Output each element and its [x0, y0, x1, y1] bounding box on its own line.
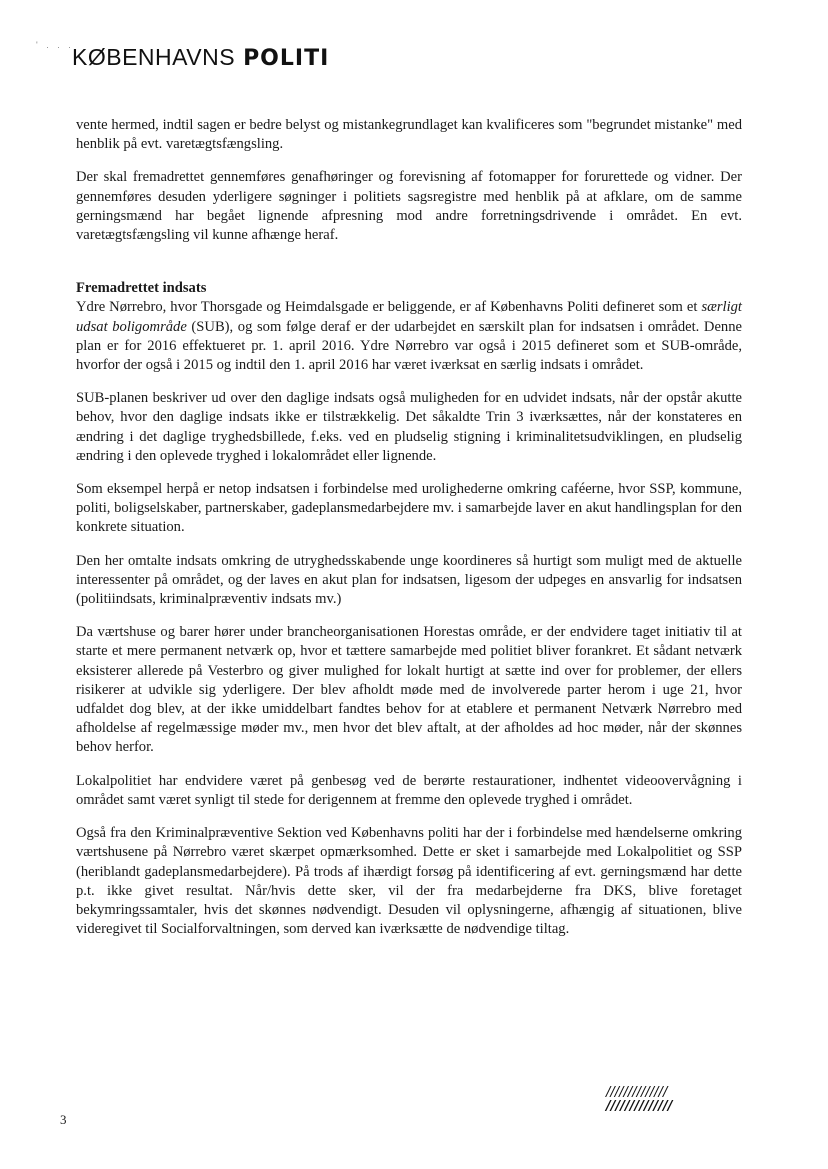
- corner-marks: ' . . .: [36, 40, 74, 50]
- paragraph-kriminalpraeventive: Også fra den Kriminalpræventive Sektion ved Københavns politi har der i forbindelse med hændelserne omkring værtshusene på Nørrebro været skærpet opmærksomhed. Dette er sket i samarbejde med Lokalpolitiet og SSP (heriblandt gadeplansmedarbejdere). På trods af ihærdigt forsøg på identificering af evt. gerningsmænd har dette p.t. ikke givet resultat. Når/hvis dette sker, vil der fra medarbejderne fra DKS, blive foretaget bekymringssamtaler, hvis det skønnes nødvendigt. Desuden vil oplysningerne, afhængig af situationen, blive videregivet til Socialforvaltningen, som derved kan iværksætte de nødvendige tiltag.: [76, 825, 742, 938]
- paragraph-vaertshuse: Da værtshuse og barer hører under brancheorganisationen Horestas område, er der endvidere taget initiativ til at starte et mere permanent netværk op, hvor et tættere samarbejde med politiet bliver forankret. Et sådant netværk eksisterer allerede på Vesterbro og giver mulighed for lokalt hurtigt at sætte ind over for problemer, der ellers risikerer at udvikle sig yderligere. Der blev afholdt møde med de involverede parter herom i uge 21, hvor udfaldet dog blev, at der ikke umiddelbart fandtes behov for at etablere et permanent Netværk Nørrebro med afholdelse af regelmæssige møder mv., men hvor det blev aftalt, at der afholdes ad hoc møder, når der skønnes behov herfor.: [76, 624, 742, 756]
- document-body: [76, 116, 742, 953]
- stamp-row-bold: //////////////: [606, 1099, 673, 1114]
- paragraph-sub-planen: SUB-planen beskriver ud over den daglige indsats også muligheden for en udvidet indsats, når der opstår akutte behov, hvor den daglige indsats ikke er tilstrækkelig. Det såkaldte Trin 3 iværksættes, når der konstateres en ændring i det daglige tryghedsbillede, f.eks. ved en pludselig stigning i kriminalitetsudviklingen, en pludselig ændring i den oplevede tryghed i lokalområdet eller lignende.: [76, 390, 742, 464]
- section-heading: Fremadrettet indsats: [76, 280, 207, 297]
- police-logo: [72, 44, 329, 71]
- paragraph-afhoringer: Der skal fremadrettet gennemføres genafhøringer og forevisning af fotomapper for forurettede og vidner. Der gennemføres desuden yderligere søgninger i politiets sagsregistre med henblik på at afklare, om de samme gerningsmænd har begået lignende afpresning mod andre forretningsdrivende i området. En evt. varetægtsfængsling vil kunne afhænge heraf.: [76, 169, 742, 244]
- text-segment: Ydre Nørrebro, hvor Thorsgade og Heimdalsgade er beliggende, er af Københavns Politi defineret som et: [76, 299, 702, 316]
- text-segment: (SUB), og som følge deraf er der udarbejdet en særskilt plan for indsatsen i området. Denne plan er for 2016 effektueret pr. 1. april 2016. Ydre Nørrebro var også i 2015 defineret som et SUB-område, hvorfor der også i 2015 og indtil den 1. april 2016 har været iværksat en særlig indsats i området.: [76, 318, 743, 374]
- italic-term: særligt udsat boligområde: [76, 299, 742, 335]
- page-number: 3: [60, 1112, 67, 1127]
- logo-text-politi: POLITI: [243, 46, 330, 71]
- paragraph-lokalpolitiet: Lokalpolitiet har endvidere været på genbesøg ved de berørte restaurationer, indhentet videoovervågning i området samt været synligt til stede for derigennem at fremme den oplevede tryghed i området.: [76, 772, 742, 808]
- stamp-row-light: //////////////: [606, 1085, 668, 1100]
- logo-text-kobenhavns: KØBENHAVNS: [72, 44, 236, 70]
- footer-stamp: [606, 1086, 744, 1114]
- paragraph-omtalte-indsats: Den her omtalte indsats omkring de utryghedsskabende unge koordineres så hurtigt som muligt med de aktuelle interessenter på området, og der laves en akut plan for indsatsen, ligesom der udpeges en ansvarlig for indsatsen (politiindsats, kriminalpræventiv indsats mv.): [76, 552, 742, 608]
- paragraph-continuation: vente hermed, indtil sagen er bedre belyst og mistankegrundlaget kan kvalificeres som "begrundet mistanke" med henblik på evt. varetægtsfængsling.: [76, 117, 742, 153]
- paragraph-eksempel: Som eksempel herpå er netop indsatsen i forbindelse med urolighederne omkring caféerne, hvor SSP, kommune, politi, boligselskaber, partnerskaber, gadeplansmedarbejdere mv. i samarbejde laver en akut handlingsplan for den konkrete situation.: [76, 481, 742, 536]
- paragraph-ydre-norrebro: [76, 298, 742, 375]
